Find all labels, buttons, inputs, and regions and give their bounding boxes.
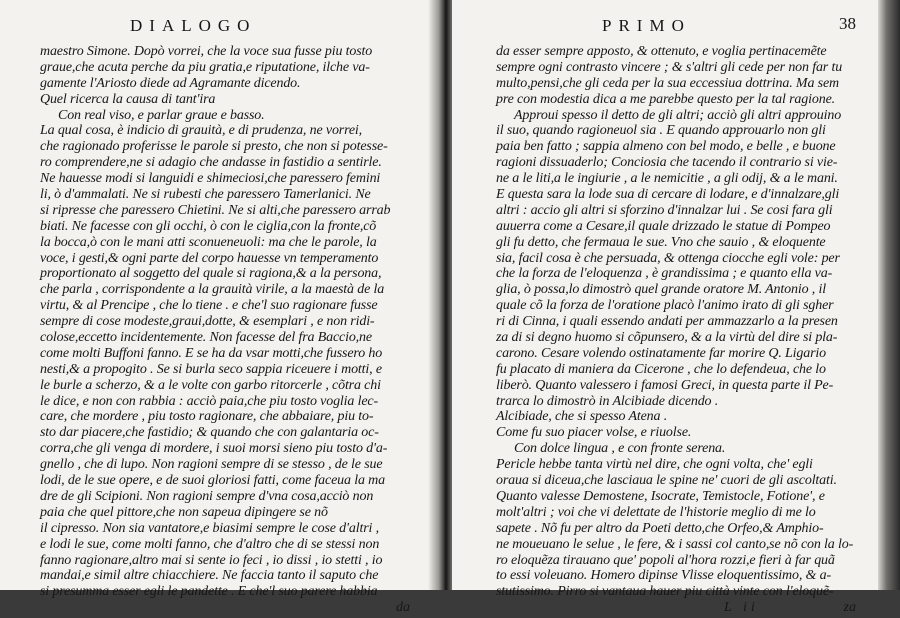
text-line: paia che quel pittore,che non sapeua dipingere se nõ — [40, 504, 328, 520]
text-line: mandai,e simil altre chiacchiere. Ne faccia tanto il saputo che — [40, 568, 379, 584]
text-line: ne moueuano le selue , le fere, & i sassi col canto,se nõ con la lo- — [496, 536, 854, 552]
text-line: La qual cosa, è indicio di grauità, e di prudenza, ne vorrei, — [40, 123, 363, 139]
signature-mark: L ii — [724, 600, 759, 616]
left-page — [0, 0, 440, 616]
text-line: ri di Cinna, i quali essendo andati per ammazzarlo a la presen — [496, 314, 838, 330]
text-line: si presumma esser egli le pandette . E che'l suo parere habbia — [40, 584, 378, 600]
text-line: Con real viso, e parlar graue e basso. — [58, 107, 265, 123]
text-line: pre con modestia dica a me parebbe questo per la tal ragione. — [496, 91, 835, 107]
text-line: sto dar piacere,che fastidio; & quando che con galantaria oc- — [40, 425, 379, 441]
text-line: multo,pensi,che gli ceda per la sua eccessiua dottrina. Ma sem — [496, 75, 839, 91]
text-line: sempre di cose modeste,graui,dotte, & esemplari , e non ridi- — [40, 314, 375, 330]
text-line: Alcibiade, che si spesso Atena . — [496, 409, 668, 425]
right-catchword: za — [843, 600, 856, 616]
text-line: si ripresse che paressero Chietini. Ne si alti,che paressero arrab — [40, 202, 391, 218]
text-line: maestro Simone. Dopò vorrei, che la voce sua fusse piu tosto — [40, 44, 373, 59]
text-line: trarca lo dimostrò in Alcibiade dicendo . — [496, 393, 719, 409]
right-page — [452, 0, 878, 616]
text-line: proportionato al soggetto del quale si ragiona,& a la persona, — [40, 266, 382, 282]
text-line: quale cõ la forza de l'oratione placò l'animo irato di gli sgher — [496, 298, 834, 314]
text-line: nesti,& a propogito . Se si burla seco sappia riceuere i motti, e — [40, 361, 382, 377]
text-line: le dice, e non con rabbia : acciò paia,che piu tosto voglia lec- — [40, 393, 378, 409]
page-edge-shadow — [878, 0, 900, 590]
text-line: care, che mordere , piu tosto ragionare, che abbaiare, piu to- — [40, 409, 374, 425]
left-page-text — [40, 44, 414, 600]
right-page-foot — [496, 600, 870, 618]
text-line: dre de gli Scipioni. Non ragioni sempre d'vna cosa,acciò non — [40, 488, 374, 504]
text-line: che la forza de l'eloquenza , è grandissima ; e quanto ella va- — [496, 266, 833, 282]
left-catchword: da — [396, 600, 410, 616]
text-line: le burle a scherzo, & a le volte con garbo ritorcerle , cõtra chi — [40, 377, 381, 393]
text-line: molt'altri ; voi che vi delettate de l'historie meglio di me lo — [496, 504, 816, 520]
text-line: virtu, & al Prencipe , che lo tiene . e che'l suo ragionare fusse — [40, 298, 378, 314]
text-line: ne a le liti,a le ingiurie , a le nemicitie , a gli odij, & a le mani. — [496, 171, 838, 187]
right-running-head — [496, 14, 870, 44]
text-line: Quel ricerca la causa di tant'ira — [40, 91, 216, 107]
text-line: carono. Cesare volendo ostinatamente far morire Q. Ligario — [496, 345, 827, 361]
text-line: to essi voleuano. Homero dipinse Vlisse eloquentissimo, & a- — [496, 568, 831, 584]
text-line: auuerra come a Cesare,il quale drizzado le statue di Pompeo — [496, 218, 831, 234]
text-line: li, ò d'ammalati. Ne si rubesti che paressero Tamerlanici. Ne — [40, 187, 371, 203]
text-line: Quanto valesse Demostene, Isocrate, Temistocle, Fotione', e — [496, 488, 825, 504]
text-line: gamente l'Ariosto diede ad Agramante dicendo. — [40, 75, 301, 91]
text-line: sempre ogni contrasto vincere ; & s'altri gli cede per non far tu — [496, 59, 843, 75]
text-line: paia ben fatto ; sappia almeno con bel modo, e belle , e buone — [496, 139, 836, 155]
text-line: E questa sara la lode sua di cercare di lodare, e d'innalzare,gli — [496, 187, 840, 203]
text-line: la bocca,ò con le mani atti sconueneuoli: ma che le parole, la — [40, 234, 377, 250]
text-line: stutissimo. Pirro si vantaua hauer piu città vinte con l'eloquẽ- — [496, 584, 834, 600]
text-line: za di si degno huomo si cõpunsero, & a la virtù del dire si pla- — [496, 330, 838, 346]
text-line: graue,che acuta perche da piu gratia,e riputatione, ilche va- — [40, 59, 370, 75]
text-line: da esser sempre apposto, & ottenuto, e voglia pertinacemẽte — [496, 44, 827, 59]
text-line: ro comprendere,ne si adagio che andasse in fastidio a sentirle. — [40, 155, 382, 171]
text-line: corra,che gli venga di mordere, i suoi morsi sieno piu tosto d'a- — [40, 441, 388, 457]
text-line: gnello , che di lupo. Non ragioni sempre di se stesso , de le sue — [40, 457, 383, 473]
left-running-head — [40, 14, 414, 44]
text-line: come molti Buffoni fanno. E se ha da vsar motti,che fussero ho — [40, 345, 383, 361]
text-line: glia, ò possa,lo dimostrò quel grande oratore M. Antonio , il — [496, 282, 826, 298]
text-line: Con dolce lingua , e con fronte serena. — [514, 441, 726, 457]
text-line: voce, i gesti,& ogni parte del corpo hauesse vn temperamento — [40, 250, 379, 266]
text-line: altri : accio gli altri si sforzino d'innalzar lui . Se cosi fara gli — [496, 202, 833, 218]
text-line: che ragionado proferisse le parole si presto, che non si potesse- — [40, 139, 388, 155]
text-line: fanno ragionare,altro mai si sente io feci , io dissi , io stetti , io — [40, 552, 383, 568]
text-line: fu placato di maniera da Cicerone , che lo defendeua, che lo — [496, 361, 826, 377]
text-line: e lodi le sue, come molti fanno, che d'altro che di se stessi non — [40, 536, 380, 552]
text-line: colose,eccetto incidentemente. Non facesse del fra Baccio,ne — [40, 330, 372, 346]
right-header-title: PRIMO — [602, 16, 691, 35]
text-line: biati. Ne facesse con gli occhi, ò con le ciglia,con la fronte,cõ — [40, 218, 377, 234]
text-line: liberò. Quanto valessero i famosi Greci, in questa parte il Pe- — [496, 377, 834, 393]
text-line: ragioni dissuaderlo; Conciosia che tacendo il contrario si vie- — [496, 155, 838, 171]
left-page-foot — [40, 600, 414, 618]
text-line: sia, facil cosa è che persuada, & ottenga ciocche egli vole: per — [496, 250, 840, 266]
text-line: ro eloquẽza tirauano que' popoli al'hora rozzi,e fieri à far quã — [496, 552, 835, 568]
text-line: lodi, de le sue opere, e de suoi gloriosi fatti, come faceua la ma — [40, 473, 385, 489]
text-line: il cipresso. Non sia vantatore,e biasimi sempre le cose d'altri , — [40, 520, 379, 536]
text-line: sapete . Nõ fu per altro da Poeti detto,che Orfeo,& Amphio- — [496, 520, 824, 536]
text-line: Pericle hebbe tanta virtù nel dire, che ogni volta, che' egli — [496, 457, 813, 473]
text-line: gli fu detto, che fermaua le sue. Vno che sauio , & eloquente — [496, 234, 826, 250]
text-line: Come fu suo piacer volse, e riuolse. — [496, 425, 692, 441]
text-line: che parla , corrispondente a la grauità virile, a la maestà de la — [40, 282, 385, 298]
text-line: Ne hauesse modi si languidi e shimeciosi,che paressero femini — [40, 171, 381, 187]
page-number: 38 — [839, 14, 856, 33]
text-line: oraua si diceua,che lasciaua le spine ne' cuori de gli ascoltati. — [496, 473, 837, 489]
left-header-title: DIALOGO — [130, 16, 257, 35]
text-line: il suo, quando ragioneuol sia . E quando approuarlo non gli — [496, 123, 826, 139]
right-page-text — [496, 44, 870, 600]
text-line: Approui spesso il detto de gli altri; acciò gli altri approuino — [514, 107, 842, 123]
